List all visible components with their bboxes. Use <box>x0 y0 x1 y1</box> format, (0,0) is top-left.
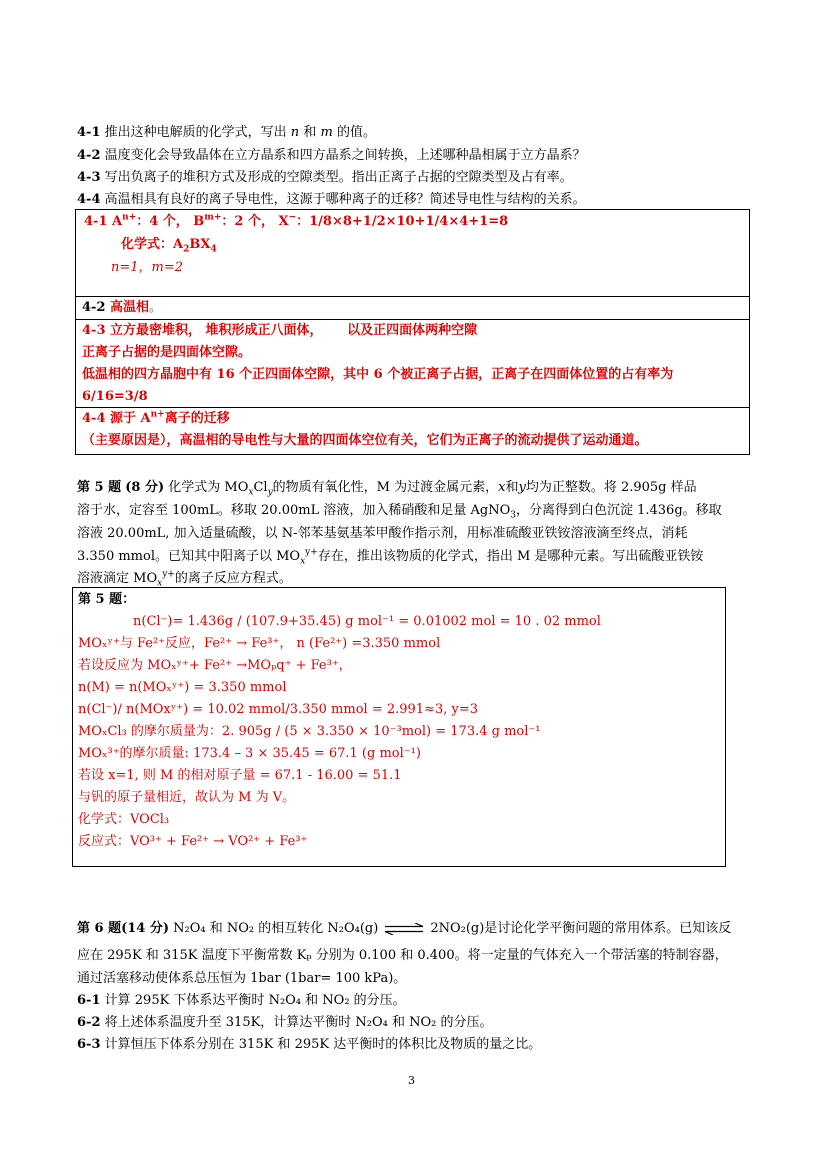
a41-sup1: n+ <box>122 212 137 223</box>
var-n: n <box>290 125 300 140</box>
a41-part3: ：2 个， X <box>221 214 289 229</box>
a41-formula-sub: 2 <box>183 244 190 255</box>
q5-answer-line8: 若设 x=1, 则 M 的相对原子量 = 67.1 - 16.00 = 51.1 <box>78 768 402 783</box>
q5-p4c: 存在，推出该物质的化学式，指出 M 是哪种元素。写出硫酸亚铁铵 <box>317 549 704 564</box>
q4-4-number: 4-4 <box>77 192 101 207</box>
q6-score: (14 分) <box>121 921 170 936</box>
a41-sup2: m+ <box>204 212 222 223</box>
q5-title: 第 5 题 <box>77 480 122 495</box>
var-x: x <box>248 487 254 498</box>
a43-line1a: 4-3 立方最密堆积， 堆积形成正八面体， <box>82 323 323 338</box>
answer-4-1-line1 <box>84 212 508 232</box>
q5-answer-line2: MOₓʸ⁺与 Fe²⁺反应，Fe²⁺ → Fe³⁺， n (Fe²⁺) =3.350 mmol <box>78 636 441 651</box>
answer-4-3-line2: 正离子占据的是四面体空隙。 <box>82 345 252 360</box>
var-y: y <box>267 487 273 498</box>
q4-1-text-b: 和 <box>303 125 317 140</box>
q5-answer-line3: 若设反应为 MOₓʸ⁺+ Fe²⁺ →MOₚq⁺ + Fe³⁺， <box>78 658 352 673</box>
q6-1-prompt <box>77 991 406 1011</box>
q5-answer-line10: 化学式：VOCl₃ <box>78 812 170 827</box>
table-divider <box>76 296 749 297</box>
answer-4-1-nm: n=1，m=2 <box>111 260 184 275</box>
var-x4: x <box>157 578 163 589</box>
q6-line2: 应在 295K 和 315K 温度下平衡常数 Kₚ 分别为 0.100 和 0.400。将一定量的气体充入一个带活塞的特制容器， <box>77 948 728 963</box>
answer-4-3-line4: 6/16=3/8 <box>82 389 148 404</box>
var-m: m <box>320 125 333 140</box>
q4-3-number: 4-3 <box>77 170 101 185</box>
q5-answer-line6: MOₓCl₃ 的摩尔质量为：2. 905g / (5 × 3.350 × 10⁻³mol) = 173.4 g mol⁻¹ <box>78 724 541 739</box>
q5-p2b: 3 <box>510 510 516 521</box>
page-number: 3 <box>408 1074 415 1087</box>
q4-1-number: 4-1 <box>77 125 101 140</box>
a41-part2: ：4 个， B <box>136 214 205 229</box>
q6-2-number: 6-2 <box>77 1015 101 1030</box>
answer-4-3-line1 <box>82 321 477 341</box>
q6-3-text: 计算恒压下体系分别在 315K 和 295K 达平衡时的体积比及物质的量之比。 <box>104 1037 542 1052</box>
var-x3: x <box>300 556 306 567</box>
q4-3-prompt <box>77 168 573 188</box>
equilibrium-arrow-icon <box>384 923 424 935</box>
q6-p1a: N₂O₄ 和 NO₂ 的相互转化 N₂O₄(g) <box>173 921 379 936</box>
q5-answer-line9: 与钒的原子量相近，故认为 M 为 V。 <box>78 790 296 805</box>
a44-line1b: 离子的迁移 <box>164 411 230 426</box>
a41-formula-a: 化学式：A <box>121 237 184 252</box>
q5-p5a: 溶液滴定 MO <box>77 571 158 586</box>
q4-2-number: 4-2 <box>77 148 101 163</box>
q4-4-prompt <box>77 190 586 210</box>
q4-2-text: 温度变化会导致晶体在立方晶系和四方晶系之间转换，上述哪种晶相属于立方晶系？ <box>104 148 586 163</box>
q5-answer-line11: 反应式：VO³⁺ + Fe²⁺ → VO²⁺ + Fe³⁺ <box>78 834 308 849</box>
a43-line1b: 以及正四面体两种空隙 <box>347 323 478 338</box>
q4-1-text-a: 推出这种电解质的化学式，写出 <box>104 125 287 140</box>
q6-1-number: 6-1 <box>77 993 101 1008</box>
q5-p1a: 化学式为 MO <box>168 480 249 495</box>
q5-p5c: 的离子反应方程式。 <box>174 571 292 586</box>
q4-1-text-c: 的值。 <box>336 125 376 140</box>
q5-p4a: 3.350 mmol。已知其中阳离子以 MO <box>77 549 301 564</box>
a42-text: 高温相 <box>110 300 150 315</box>
var-y2: y <box>518 480 526 495</box>
q5-answer-line7: MOₓ³⁺的摩尔质量: 173.4 – 3 × 35.45 = 67.1 (g mol⁻¹) <box>78 746 421 761</box>
q5-p2c: ，分离得到白色沉淀 1.436g。移取 <box>515 503 722 518</box>
answer-4-1-formula <box>121 235 217 255</box>
q6-2-prompt <box>77 1013 493 1033</box>
answer-4-4-line1 <box>82 409 230 429</box>
answer-4-2 <box>82 298 162 318</box>
a41-sup3: − <box>288 212 297 223</box>
q6-3-prompt <box>77 1035 541 1055</box>
a41-formula-sub2: 4 <box>210 244 217 255</box>
a42-tail: 。 <box>149 300 163 315</box>
answer-4-3-line3: 低温相的四方晶胞中有 16 个正四面体空隙，其中 6 个被正离子占据，正离子在四面体位置的占有率为 <box>82 367 674 382</box>
a42-number: 4-2 <box>82 300 106 315</box>
q5-line5 <box>77 569 292 589</box>
q5-p1e: 均为正整数。将 2.905g 样品 <box>525 480 697 495</box>
table-divider <box>76 319 749 320</box>
a44-line1a: 4-4 源于 A <box>82 411 151 426</box>
q4-2-prompt <box>77 146 586 166</box>
a41-part1: 4-1 A <box>84 214 123 229</box>
q5-p1c: 的物质有氧化性，M 为过渡金属元素， <box>272 480 499 495</box>
q5-line2 <box>77 501 722 521</box>
q5-p1d: 和 <box>505 480 519 495</box>
q6-line1 <box>77 919 731 939</box>
answer-4-4-line2: （主要原因是），高温相的导电性与大量的四面体空位有关，它们为正离子的流动提供了运动通道。 <box>82 433 648 448</box>
q6-line3: 通过活塞移动使体系总压恒为 1bar (1bar= 100 kPa)。 <box>77 971 407 986</box>
q4-4-text: 高温相具有良好的离子导电性，这源于哪种离子的迁移？简述导电性与结构的关系。 <box>104 192 586 207</box>
a44-sup: n+ <box>150 409 165 420</box>
q4-3-text: 写出负离子的堆积方式及形成的空隙类型。指出正离子占据的空隙类型及占有率。 <box>104 170 573 185</box>
q5-p2: 溶于水，定容至 100mL。移取 20.00mL 溶液，加入稀硝酸和足量 AgNO <box>77 503 511 518</box>
q6-title: 第 6 题 <box>77 921 122 936</box>
q5-line3: 溶液 20.00mL, 加入适量硫酸，以 N-邻苯基氨基苯甲酸作指示剂，用标准硫酸亚铁铵溶液滴至终点，消耗 <box>77 526 688 541</box>
q5-p4b: y+ <box>305 547 318 558</box>
a41-formula-b: BX <box>189 237 211 252</box>
q6-2-text: 将上述体系温度升至 315K，计算达平衡时 N₂O₄ 和 NO₂ 的分压。 <box>104 1015 493 1030</box>
q5-answer-line5: n(Cl⁻)/ n(MOxʸ⁺) = 10.02 mmol/3.350 mmol = 2.991≈3, y=3 <box>78 702 478 717</box>
a41-part4: ：1/8×8+1/2×10+1/4×4+1=8 <box>296 214 509 229</box>
q5-score: (8 分) <box>125 480 165 495</box>
q5-p5b: y+ <box>162 569 175 580</box>
q4-1-prompt <box>77 123 376 143</box>
q5-p1b: Cl <box>253 480 268 495</box>
table-divider <box>76 407 749 408</box>
q5-answer-line1: n(Cl⁻)= 1.436g / (107.9+35.45) g mol⁻¹ = 0.01002 mol = 10 . 02 mmol <box>133 614 601 629</box>
q5-line4 <box>77 547 703 567</box>
q5-answer-head: 第 5 题： <box>78 592 136 607</box>
q5-answer-line4: n(M) = n(MOₓʸ⁺) = 3.350 mmol <box>78 680 287 695</box>
q5-line1 <box>77 478 697 498</box>
q6-3-number: 6-3 <box>77 1037 101 1052</box>
var-x2: x <box>498 480 506 495</box>
q6-p1b: 2NO₂(g)是讨论化学平衡问题的常用体系。已知该反 <box>430 921 732 936</box>
q6-1-text: 计算 295K 下体系达平衡时 N₂O₄ 和 NO₂ 的分压。 <box>104 993 406 1008</box>
